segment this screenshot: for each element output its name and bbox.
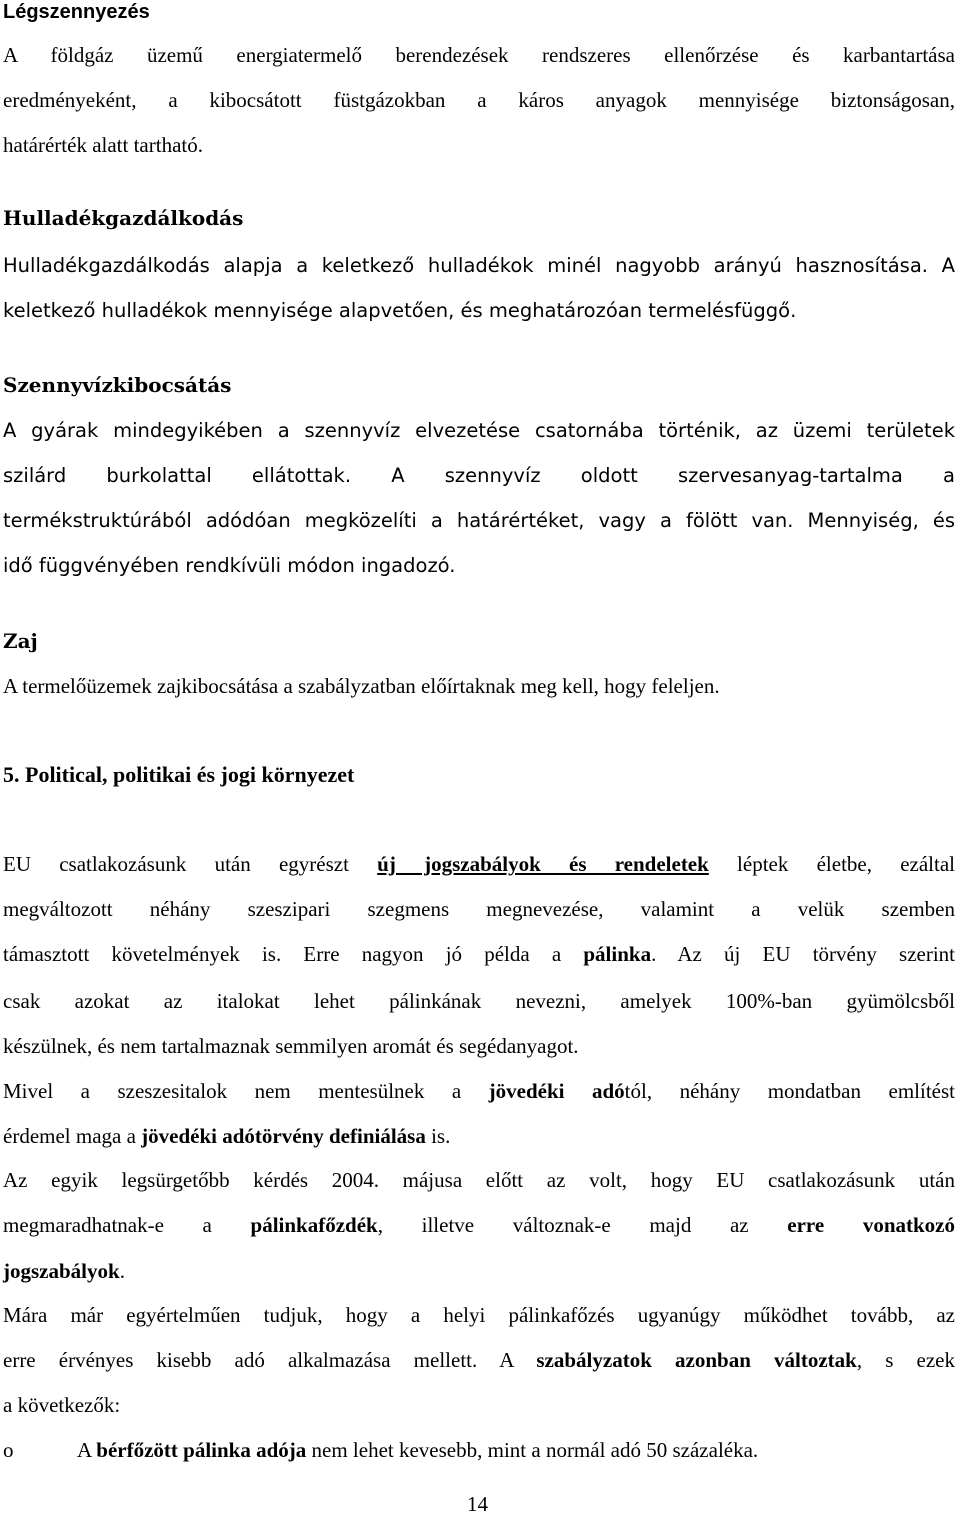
emphasis-excise-law: jövedéki adótörvény definiálása bbox=[141, 1124, 426, 1148]
page-number: 14 bbox=[467, 1492, 488, 1516]
bullet-text bbox=[77, 1440, 758, 1461]
text-span: tól, néhány mondatban említést bbox=[624, 1079, 955, 1103]
wastewater-line-4: idő függvényében rendkívüli módon ingadozó. bbox=[3, 554, 456, 577]
text-span: . bbox=[119, 1259, 125, 1283]
text-span: , s ezek bbox=[856, 1348, 955, 1372]
political-p2-line-1 bbox=[3, 1081, 955, 1102]
waste-line-2: keletkező hulladékok mennyisége alapvetően, és meghatározóan termelésfüggő. bbox=[3, 299, 797, 322]
emphasis-regulations: jogszabályok bbox=[3, 1259, 120, 1283]
emphasis-relevant: erre vonatkozó bbox=[787, 1213, 955, 1237]
political-p1-line-2: megváltozott néhány szeszipari szegmens megnevezése, valamint a velük szemben bbox=[3, 897, 955, 921]
air-line-3: határérték alatt tartható. bbox=[3, 133, 203, 157]
wastewater-line-3: termékstruktúrából adódóan megközelíti a határértéket, vagy a fölött van. Mennyiség, és bbox=[3, 509, 955, 532]
text-span: nem lehet kevesebb, mint a normál adó 50 százaléka. bbox=[306, 1438, 759, 1462]
air-line-1: A földgáz üzemű energiatermelő berendezések rendszeres ellenőrzése és karbantartása bbox=[3, 43, 955, 67]
political-p1-line-1 bbox=[3, 854, 955, 875]
emphasis-palinka: pálinka bbox=[583, 942, 652, 966]
text-span: A bbox=[77, 1438, 97, 1462]
noise-line-1: A termelőüzemek zajkibocsátása a szabályzatban előírtaknak meg kell, hogy feleljen. bbox=[3, 674, 720, 698]
wastewater-line-2: szilárd burkolattal ellátottak. A szennyvíz oldott szervesanyag-tartalma a bbox=[3, 464, 955, 487]
wastewater-line-1: A gyárak mindegyikében a szennyvíz elvezetése csatornába történik, az üzemi területek bbox=[3, 419, 955, 442]
heading-political: 5. Political, politikai és jogi környezet bbox=[3, 762, 355, 787]
emphasis-new-laws: új jogszabályok és rendeletek bbox=[377, 852, 709, 876]
text-span: támasztott követelmények is. Erre nagyon jó példa a bbox=[3, 942, 584, 966]
waste-line-1: Hulladékgazdálkodás alapja a keletkező hulladékok minél nagyobb arányú hasznosítása. A bbox=[3, 254, 955, 277]
document-page bbox=[3, 0, 955, 1515]
text-span: erre érvényes kisebb adó alkalmazása mellett. A bbox=[3, 1348, 537, 1372]
heading-waste: Hulladékgazdálkodás bbox=[3, 206, 244, 230]
text-span: Mivel a szeszesitalok nem mentesülnek a bbox=[3, 1079, 489, 1103]
political-p3-line-2 bbox=[3, 1215, 955, 1236]
emphasis-excise-tax: jövedéki adó bbox=[488, 1079, 625, 1103]
political-p4-line-3: a következők: bbox=[3, 1393, 121, 1417]
political-p1-line-5: készülnek, és nem tartalmaznak semmilyen aromát és segédanyagot. bbox=[3, 1034, 579, 1058]
heading-wastewater: Szennyvízkibocsátás bbox=[3, 373, 232, 397]
political-p1-line-3 bbox=[3, 944, 955, 965]
emphasis-distilleries: pálinkafőzdék bbox=[250, 1213, 378, 1237]
text-span: érdemel maga a bbox=[3, 1124, 142, 1148]
text-span: léptek életbe, ezáltal bbox=[708, 852, 955, 876]
text-span: megmaradhatnak-e a bbox=[3, 1213, 251, 1237]
text-span: is. bbox=[425, 1124, 451, 1148]
heading-noise: Zaj bbox=[3, 629, 38, 653]
political-p3-line-3 bbox=[3, 1261, 955, 1282]
political-p1-line-4: csak azokat az italokat lehet pálinkának nevezni, amelyek 100%-ban gyümölcsből bbox=[3, 989, 955, 1013]
political-p3-line-1: Az egyik legsürgetőbb kérdés 2004. májusa előtt az volt, hogy EU csatlakozásunk után bbox=[3, 1168, 955, 1192]
text-span: , illetve változnak-e majd az bbox=[377, 1213, 788, 1237]
emphasis-contract-distilled: bérfőzött pálinka adója bbox=[96, 1438, 307, 1462]
emphasis-rules-changed: szabályzatok azonban változtak bbox=[536, 1348, 857, 1372]
text-span: . Az új EU törvény szerint bbox=[651, 942, 956, 966]
text-span: EU csatlakozásunk után egyrészt bbox=[3, 852, 378, 876]
heading-air-pollution: Légszennyezés bbox=[3, 1, 150, 23]
bullet-marker: o bbox=[3, 1438, 14, 1462]
political-p2-line-2 bbox=[3, 1126, 955, 1147]
air-line-2: eredményeként, a kibocsátott füstgázokban a káros anyagok mennyisége biztonságosan, bbox=[3, 88, 955, 112]
political-p4-line-2 bbox=[3, 1350, 955, 1371]
political-p4-line-1: Mára már egyértelműen tudjuk, hogy a helyi pálinkafőzés ugyanúgy működhet tovább, az bbox=[3, 1303, 955, 1327]
